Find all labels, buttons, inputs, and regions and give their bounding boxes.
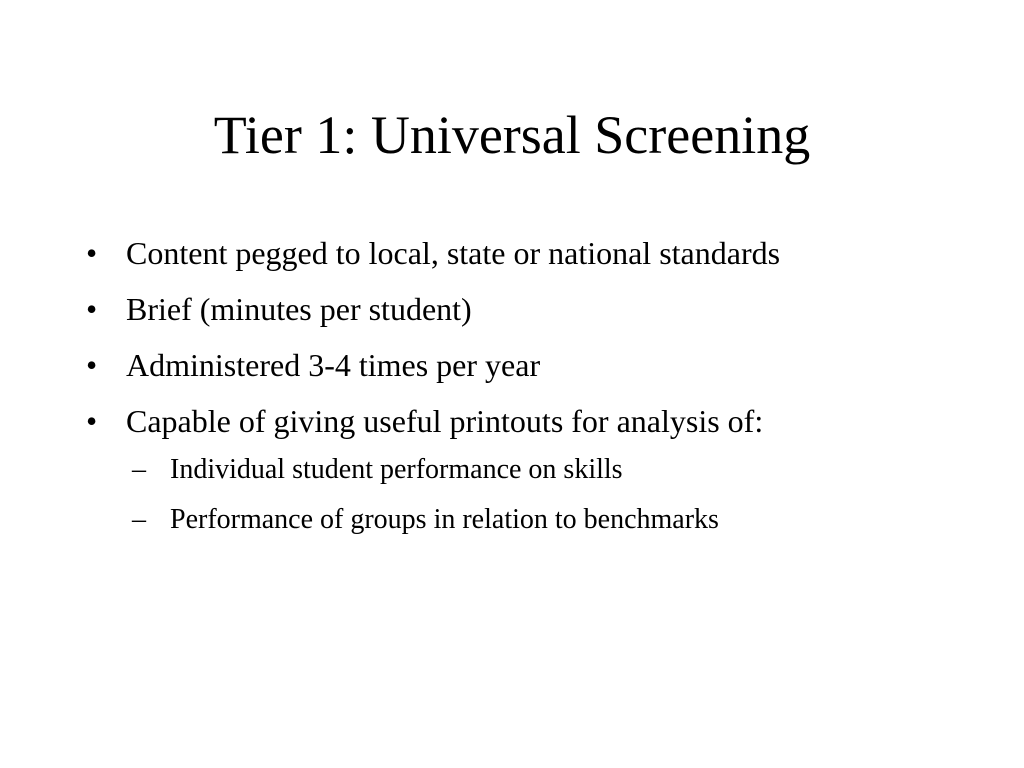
subbullet-item [132, 500, 966, 540]
bullet-text: Content pegged to local, state or national standards [126, 235, 781, 271]
bullet-item [86, 398, 966, 540]
slide-title: Tier 1: Universal Screening [213, 105, 811, 165]
bullet-marker: • [86, 235, 98, 271]
bullet-marker: • [86, 291, 98, 327]
bullet-text: Capable of giving useful printouts for analysis of: [126, 403, 764, 439]
bullet-item [86, 286, 966, 332]
bullet-list [86, 230, 966, 550]
subbullet-item [132, 450, 966, 490]
subbullet-list [132, 450, 966, 540]
bullet-text: Administered 3-4 times per year [126, 347, 541, 383]
bullet-item [86, 342, 966, 388]
subbullet-text: Performance of groups in relation to benchmarks [170, 504, 719, 535]
bullet-item [86, 230, 966, 276]
subbullet-marker: – [132, 454, 146, 485]
subbullet-text: Individual student performance on skills [170, 454, 623, 485]
bullet-marker: • [86, 403, 98, 439]
subbullet-marker: – [132, 504, 146, 535]
bullet-text: Brief (minutes per student) [126, 291, 472, 327]
bullet-marker: • [86, 347, 98, 383]
